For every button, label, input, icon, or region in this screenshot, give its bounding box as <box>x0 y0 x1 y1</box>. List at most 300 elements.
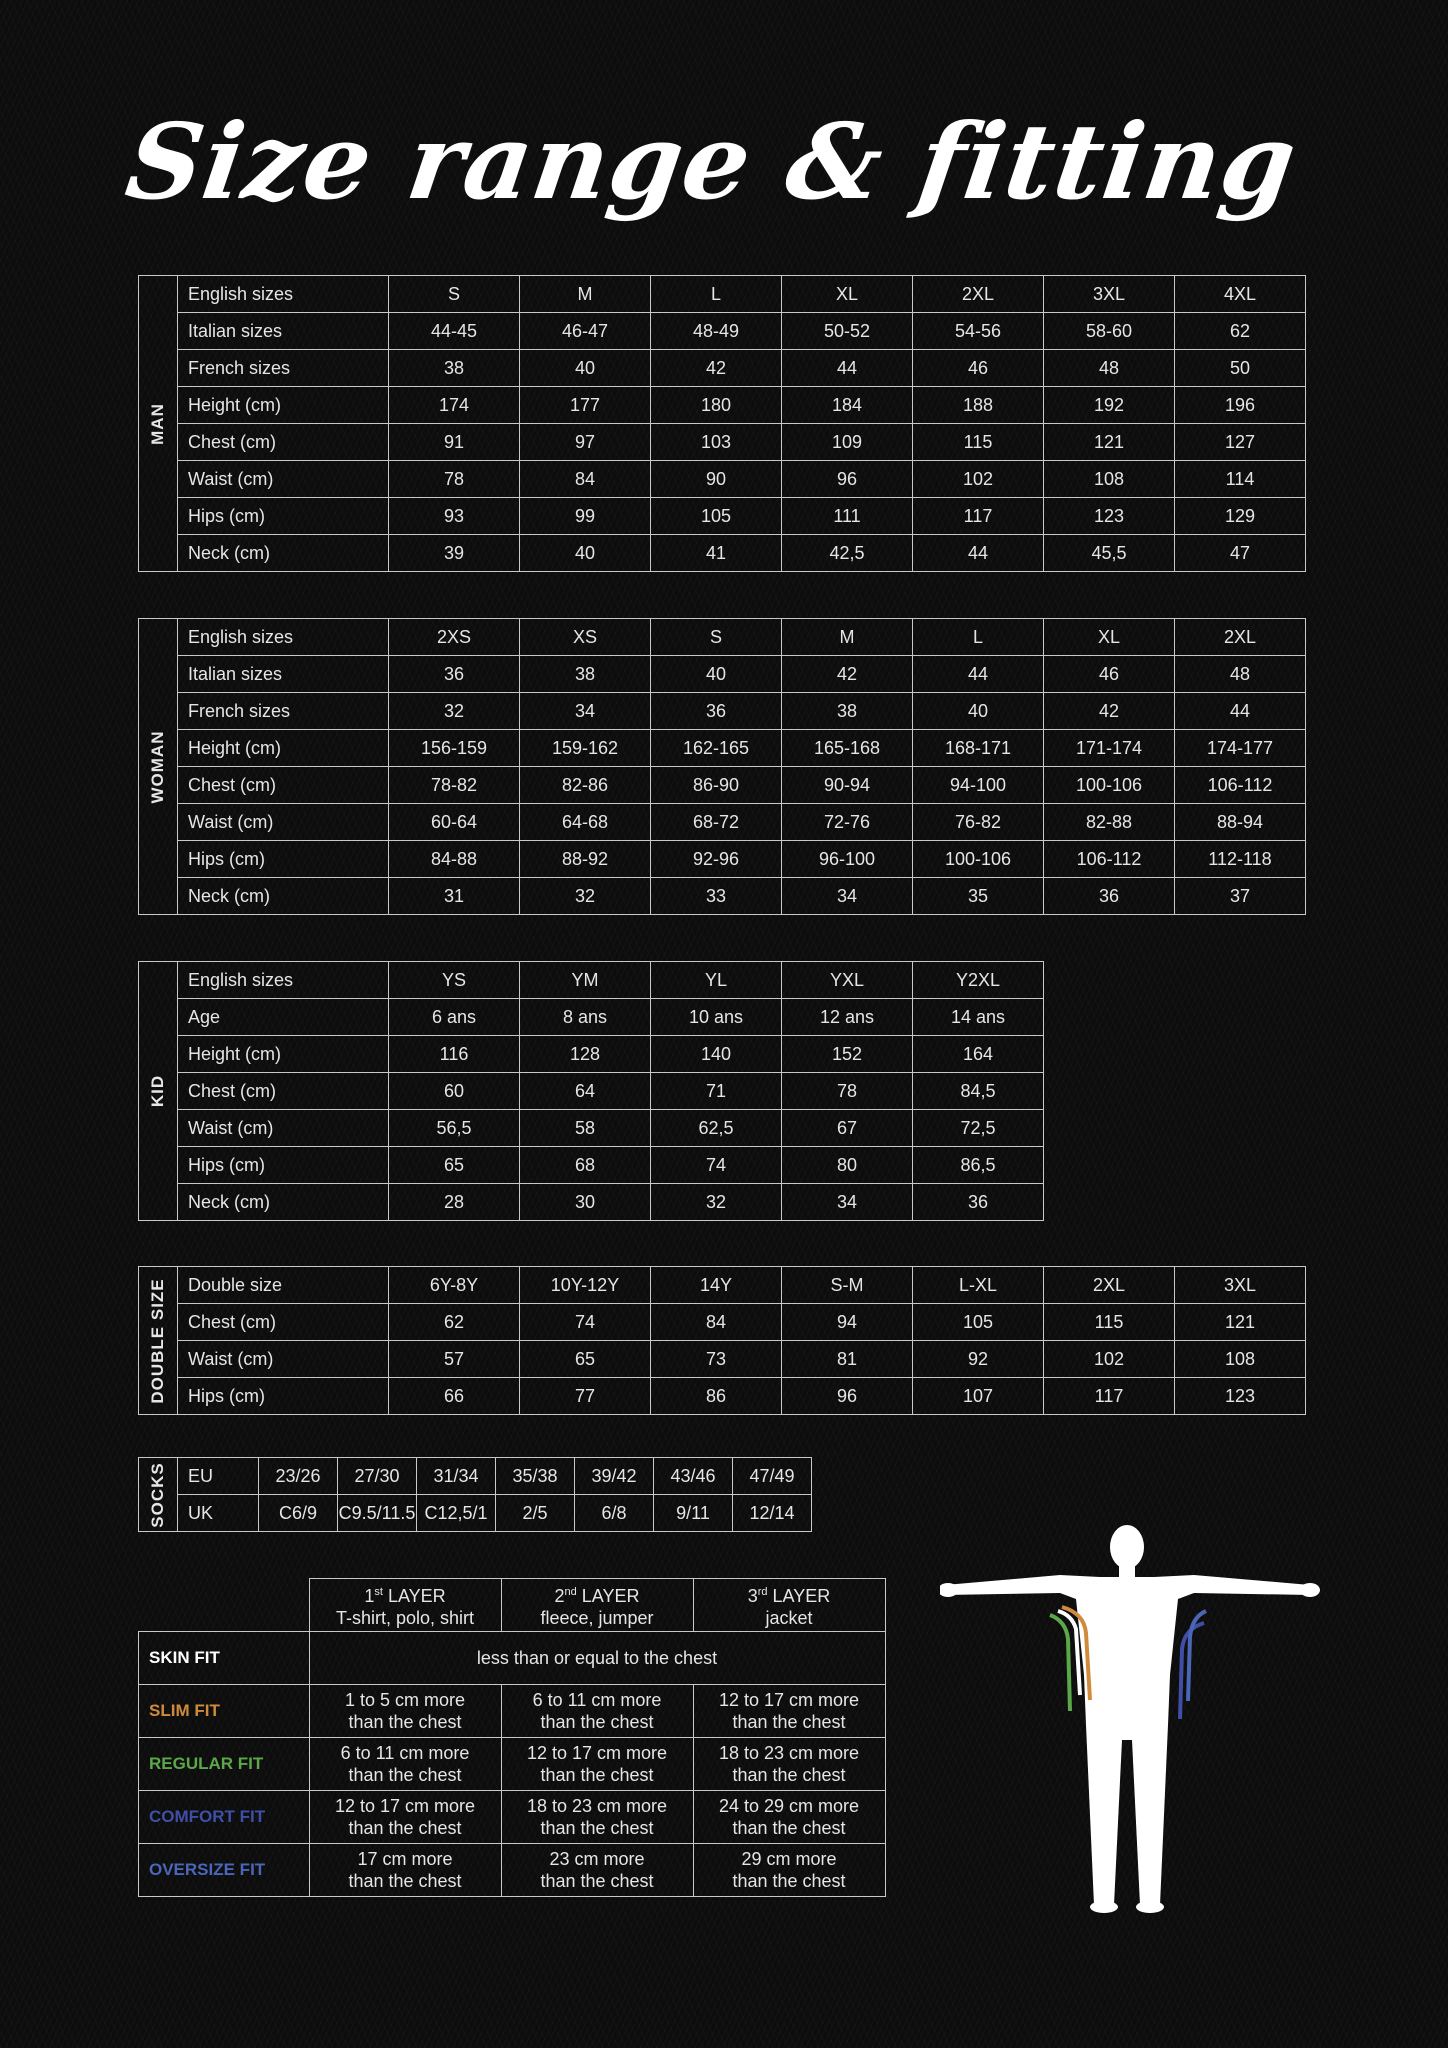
cell: 174 <box>389 387 520 424</box>
cell: 171-174 <box>1044 730 1175 767</box>
cell: 152 <box>782 1036 913 1073</box>
cell: 42 <box>651 350 782 387</box>
cell: 12 ans <box>782 999 913 1036</box>
row-label: UK <box>178 1495 259 1532</box>
table-row <box>139 276 1306 313</box>
cell: 40 <box>520 535 651 572</box>
row-label: Height (cm) <box>178 730 389 767</box>
cell: 114 <box>1175 461 1306 498</box>
cell: 48 <box>1044 350 1175 387</box>
table-row <box>139 1495 812 1532</box>
cell: 127 <box>1175 424 1306 461</box>
cell: 180 <box>651 387 782 424</box>
cell: 68 <box>520 1147 651 1184</box>
cell: 38 <box>389 350 520 387</box>
cell: 60 <box>389 1073 520 1110</box>
row-label: Age <box>178 999 389 1036</box>
cell: 30 <box>520 1184 651 1221</box>
cell: 37 <box>1175 878 1306 915</box>
comfort-fit-row <box>139 1791 886 1844</box>
cell: 6 ans <box>389 999 520 1036</box>
woman-label: WOMAN <box>148 730 167 803</box>
cell: 74 <box>651 1147 782 1184</box>
table-row <box>139 730 1306 767</box>
cell: 48-49 <box>651 313 782 350</box>
cell: 38 <box>782 693 913 730</box>
cell: 47/49 <box>733 1458 812 1495</box>
cell: 77 <box>520 1378 651 1415</box>
cell: 66 <box>389 1378 520 1415</box>
cell: 57 <box>389 1341 520 1378</box>
cell: 40 <box>913 693 1044 730</box>
table-row <box>139 461 1306 498</box>
socks-label: SOCKS <box>148 1461 167 1528</box>
cell: 40 <box>651 656 782 693</box>
cell: 128 <box>520 1036 651 1073</box>
regular-fit-marker <box>1050 1615 1070 1711</box>
cell: 84,5 <box>913 1073 1044 1110</box>
cell: 14Y <box>651 1267 782 1304</box>
cell: 123 <box>1175 1378 1306 1415</box>
cell: 105 <box>913 1304 1044 1341</box>
cell: 86,5 <box>913 1147 1044 1184</box>
row-label: Neck (cm) <box>178 878 389 915</box>
oversize-fit-row <box>139 1844 886 1897</box>
fit-cell: 6 to 11 cm more than the chest <box>309 1738 501 1791</box>
layer-2-header <box>501 1579 693 1632</box>
layer-2-title: 2nd LAYER <box>554 1586 640 1606</box>
cell: 33 <box>651 878 782 915</box>
slim-fit-row <box>139 1685 886 1738</box>
fit-cell: 6 to 11 cm more than the chest <box>501 1685 693 1738</box>
cell: 6Y-8Y <box>389 1267 520 1304</box>
cell: 82-86 <box>520 767 651 804</box>
cell: 39 <box>389 535 520 572</box>
fitting-table <box>138 1578 886 1897</box>
cell: 99 <box>520 498 651 535</box>
cell: 6/8 <box>575 1495 654 1532</box>
cell: 62 <box>389 1304 520 1341</box>
cell: 3XL <box>1175 1267 1306 1304</box>
cell: 34 <box>782 878 913 915</box>
slim-fit-label: SLIM FIT <box>139 1685 310 1738</box>
woman-side-label-cell <box>139 619 178 915</box>
cell: S-M <box>782 1267 913 1304</box>
cell: Y2XL <box>913 962 1044 999</box>
cell: 35 <box>913 878 1044 915</box>
cell: 117 <box>913 498 1044 535</box>
cell: 35/38 <box>496 1458 575 1495</box>
table-row <box>139 767 1306 804</box>
cell: 10 ans <box>651 999 782 1036</box>
skin-fit-text: less than or equal to the chest <box>309 1632 885 1685</box>
cell: 92-96 <box>651 841 782 878</box>
cell: M <box>520 276 651 313</box>
cell: 50 <box>1175 350 1306 387</box>
layer-3-title: 3rd LAYER <box>747 1586 831 1606</box>
cell: 39/42 <box>575 1458 654 1495</box>
fit-cell: 29 cm more than the chest <box>693 1844 885 1897</box>
table-row <box>139 424 1306 461</box>
cell: YS <box>389 962 520 999</box>
cell: 108 <box>1044 461 1175 498</box>
fit-cell: 17 cm more than the chest <box>309 1844 501 1897</box>
row-label: Neck (cm) <box>178 535 389 572</box>
row-label: Hips (cm) <box>178 498 389 535</box>
cell: 8 ans <box>520 999 651 1036</box>
cell: 36 <box>389 656 520 693</box>
cell: 115 <box>913 424 1044 461</box>
fit-cell: 12 to 17 cm more than the chest <box>501 1738 693 1791</box>
cell: M <box>782 619 913 656</box>
cell: 43/46 <box>654 1458 733 1495</box>
fit-cell: 23 cm more than the chest <box>501 1844 693 1897</box>
cell: 64-68 <box>520 804 651 841</box>
row-label: Italian sizes <box>178 656 389 693</box>
row-label: Waist (cm) <box>178 1110 389 1147</box>
cell: 14 ans <box>913 999 1044 1036</box>
table-row <box>139 1184 1044 1221</box>
cell: 71 <box>651 1073 782 1110</box>
cell: 42,5 <box>782 535 913 572</box>
man-size-table <box>138 275 1306 572</box>
table-row <box>139 1267 1306 1304</box>
table-row <box>139 313 1306 350</box>
woman-size-table <box>138 618 1306 915</box>
row-label: Chest (cm) <box>178 1073 389 1110</box>
cell: XS <box>520 619 651 656</box>
cell: 32 <box>651 1184 782 1221</box>
cell: 3XL <box>1044 276 1175 313</box>
cell: 121 <box>1044 424 1175 461</box>
man-label: MAN <box>148 402 167 445</box>
cell: 34 <box>520 693 651 730</box>
cell: 81 <box>782 1341 913 1378</box>
cell: 117 <box>1044 1378 1175 1415</box>
cell: 105 <box>651 498 782 535</box>
cell: C12,5/1 <box>417 1495 496 1532</box>
cell: 36 <box>1044 878 1175 915</box>
empty-corner-cell <box>139 1579 310 1632</box>
cell: 109 <box>782 424 913 461</box>
socks-side-label-cell <box>139 1458 178 1532</box>
cell: 72-76 <box>782 804 913 841</box>
cell: 62,5 <box>651 1110 782 1147</box>
kid-size-table <box>138 961 1044 1221</box>
cell: 42 <box>782 656 913 693</box>
cell: 72,5 <box>913 1110 1044 1147</box>
table-row <box>139 962 1044 999</box>
comfort-fit-label: COMFORT FIT <box>139 1791 310 1844</box>
fit-cell: 12 to 17 cm more than the chest <box>693 1685 885 1738</box>
cell: 159-162 <box>520 730 651 767</box>
cell: 42 <box>1044 693 1175 730</box>
socks-size-table <box>138 1457 812 1532</box>
cell: 28 <box>389 1184 520 1221</box>
row-label: Hips (cm) <box>178 1147 389 1184</box>
table-row <box>139 656 1306 693</box>
cell: 168-171 <box>913 730 1044 767</box>
cell: 112-118 <box>1175 841 1306 878</box>
cell: 97 <box>520 424 651 461</box>
row-label: Hips (cm) <box>178 1378 389 1415</box>
cell: 129 <box>1175 498 1306 535</box>
cell: 184 <box>782 387 913 424</box>
layer-3-header <box>693 1579 885 1632</box>
cell: 46 <box>1044 656 1175 693</box>
row-label: Waist (cm) <box>178 1341 389 1378</box>
cell: 27/30 <box>338 1458 417 1495</box>
cell: 64 <box>520 1073 651 1110</box>
cell: 48 <box>1175 656 1306 693</box>
cell: L-XL <box>913 1267 1044 1304</box>
cell: 2XL <box>913 276 1044 313</box>
comfort-fit-marker <box>1180 1623 1204 1719</box>
cell: 115 <box>1044 1304 1175 1341</box>
cell: 140 <box>651 1036 782 1073</box>
table-row <box>139 387 1306 424</box>
row-label: Waist (cm) <box>178 804 389 841</box>
cell: 32 <box>389 693 520 730</box>
table-row <box>139 498 1306 535</box>
cell: L <box>651 276 782 313</box>
cell: 164 <box>913 1036 1044 1073</box>
cell: 4XL <box>1175 276 1306 313</box>
cell: 96 <box>782 461 913 498</box>
cell: 196 <box>1175 387 1306 424</box>
cell: 121 <box>1175 1304 1306 1341</box>
table-row <box>139 841 1306 878</box>
cell: 100-106 <box>913 841 1044 878</box>
cell: 47 <box>1175 535 1306 572</box>
row-label: Chest (cm) <box>178 767 389 804</box>
layer-1-desc: T-shirt, polo, shirt <box>335 1608 475 1628</box>
row-label: Double size <box>178 1267 389 1304</box>
cell: YL <box>651 962 782 999</box>
page-title: Size range & fitting <box>119 100 1304 223</box>
cell: 94 <box>782 1304 913 1341</box>
table-row <box>139 999 1044 1036</box>
oversize-fit-label: OVERSIZE FIT <box>139 1844 310 1897</box>
cell: 58 <box>520 1110 651 1147</box>
cell: 93 <box>389 498 520 535</box>
cell: 88-94 <box>1175 804 1306 841</box>
row-label: English sizes <box>178 276 389 313</box>
cell: 78 <box>389 461 520 498</box>
table-row <box>139 804 1306 841</box>
cell: 38 <box>520 656 651 693</box>
cell: C6/9 <box>259 1495 338 1532</box>
cell: 102 <box>1044 1341 1175 1378</box>
layer-1-title: 1st LAYER <box>364 1586 446 1606</box>
cell: 62 <box>1175 313 1306 350</box>
layer-1-header <box>309 1579 501 1632</box>
cell: 32 <box>520 878 651 915</box>
row-label: Chest (cm) <box>178 424 389 461</box>
fit-cell: 12 to 17 cm more than the chest <box>309 1791 501 1844</box>
cell: XL <box>782 276 913 313</box>
cell: 80 <box>782 1147 913 1184</box>
cell: 74 <box>520 1304 651 1341</box>
double-size-table <box>138 1266 1306 1415</box>
cell: 84-88 <box>389 841 520 878</box>
double-size-label: DOUBLE SIZE <box>148 1277 167 1404</box>
fit-cell: 18 to 23 cm more than the chest <box>501 1791 693 1844</box>
cell: 174-177 <box>1175 730 1306 767</box>
cell: YXL <box>782 962 913 999</box>
row-label: French sizes <box>178 350 389 387</box>
cell: 156-159 <box>389 730 520 767</box>
cell: 54-56 <box>913 313 1044 350</box>
row-label: Height (cm) <box>178 387 389 424</box>
cell: XL <box>1044 619 1175 656</box>
table-row <box>139 1378 1306 1415</box>
cell: S <box>389 276 520 313</box>
cell: 96-100 <box>782 841 913 878</box>
cell: 82-88 <box>1044 804 1175 841</box>
cell: 68-72 <box>651 804 782 841</box>
cell: 92 <box>913 1341 1044 1378</box>
cell: 44 <box>782 350 913 387</box>
cell: 73 <box>651 1341 782 1378</box>
cell: 107 <box>913 1378 1044 1415</box>
row-label: Waist (cm) <box>178 461 389 498</box>
cell: L <box>913 619 1044 656</box>
cell: 177 <box>520 387 651 424</box>
cell: 44 <box>1175 693 1306 730</box>
cell: 116 <box>389 1036 520 1073</box>
row-label: Chest (cm) <box>178 1304 389 1341</box>
table-row <box>139 1110 1044 1147</box>
cell: 46-47 <box>520 313 651 350</box>
cell: 46 <box>913 350 1044 387</box>
cell: 90-94 <box>782 767 913 804</box>
skin-fit-row <box>139 1632 886 1685</box>
cell: 23/26 <box>259 1458 338 1495</box>
cell: 102 <box>913 461 1044 498</box>
cell: 94-100 <box>913 767 1044 804</box>
cell: 165-168 <box>782 730 913 767</box>
cell: 192 <box>1044 387 1175 424</box>
cell: 50-52 <box>782 313 913 350</box>
table-row <box>139 878 1306 915</box>
table-row <box>139 1304 1306 1341</box>
cell: 86-90 <box>651 767 782 804</box>
cell: 40 <box>520 350 651 387</box>
cell: 9/11 <box>654 1495 733 1532</box>
cell: 123 <box>1044 498 1175 535</box>
cell: 44-45 <box>389 313 520 350</box>
man-side-label-cell <box>139 276 178 572</box>
cell: 34 <box>782 1184 913 1221</box>
skin-fit-label: SKIN FIT <box>139 1632 310 1685</box>
table-row <box>139 1458 812 1495</box>
cell: 2/5 <box>496 1495 575 1532</box>
cell: 78-82 <box>389 767 520 804</box>
kid-label: KID <box>148 1074 167 1108</box>
cell: 108 <box>1175 1341 1306 1378</box>
regular-fit-label: REGULAR FIT <box>139 1738 310 1791</box>
table-row <box>139 1073 1044 1110</box>
cell: 44 <box>913 656 1044 693</box>
cell: 78 <box>782 1073 913 1110</box>
cell: 2XL <box>1044 1267 1175 1304</box>
cell: 44 <box>913 535 1044 572</box>
row-label: Neck (cm) <box>178 1184 389 1221</box>
silhouette-figure <box>940 1525 1320 1913</box>
cell: C9.5/11.5 <box>338 1495 417 1532</box>
row-label: EU <box>178 1458 259 1495</box>
layer-2-desc: fleece, jumper <box>540 1608 654 1628</box>
cell: 76-82 <box>913 804 1044 841</box>
cell: 106-112 <box>1175 767 1306 804</box>
cell: 31 <box>389 878 520 915</box>
cell: 88-92 <box>520 841 651 878</box>
table-row <box>139 1036 1044 1073</box>
cell: 65 <box>389 1147 520 1184</box>
table-row <box>139 535 1306 572</box>
layer-header-row <box>139 1579 886 1632</box>
cell: 2XS <box>389 619 520 656</box>
cell: 100-106 <box>1044 767 1175 804</box>
row-label: English sizes <box>178 962 389 999</box>
row-label: French sizes <box>178 693 389 730</box>
cell: 111 <box>782 498 913 535</box>
table-row <box>139 1147 1044 1184</box>
cell: 96 <box>782 1378 913 1415</box>
cell: 162-165 <box>651 730 782 767</box>
cell: 84 <box>520 461 651 498</box>
cell: 58-60 <box>1044 313 1175 350</box>
table-row <box>139 693 1306 730</box>
row-label: Hips (cm) <box>178 841 389 878</box>
cell: 106-112 <box>1044 841 1175 878</box>
cell: 31/34 <box>417 1458 496 1495</box>
cell: 86 <box>651 1378 782 1415</box>
cell: YM <box>520 962 651 999</box>
row-label: Italian sizes <box>178 313 389 350</box>
fit-cell: 24 to 29 cm more than the chest <box>693 1791 885 1844</box>
cell: 65 <box>520 1341 651 1378</box>
cell: 188 <box>913 387 1044 424</box>
cell: 103 <box>651 424 782 461</box>
cell: 90 <box>651 461 782 498</box>
cell: 12/14 <box>733 1495 812 1532</box>
cell: 56,5 <box>389 1110 520 1147</box>
double-side-label-cell <box>139 1267 178 1415</box>
cell: 36 <box>651 693 782 730</box>
regular-fit-row <box>139 1738 886 1791</box>
fit-cell: 18 to 23 cm more than the chest <box>693 1738 885 1791</box>
cell: S <box>651 619 782 656</box>
cell: 45,5 <box>1044 535 1175 572</box>
cell: 60-64 <box>389 804 520 841</box>
layer-3-desc: jacket <box>765 1608 813 1628</box>
cell: 67 <box>782 1110 913 1147</box>
cell: 36 <box>913 1184 1044 1221</box>
cell: 41 <box>651 535 782 572</box>
cell: 2XL <box>1175 619 1306 656</box>
body-silhouette-illustration <box>940 1525 1320 1915</box>
row-label: Height (cm) <box>178 1036 389 1073</box>
table-row <box>139 1341 1306 1378</box>
table-row <box>139 619 1306 656</box>
table-row <box>139 350 1306 387</box>
cell: 91 <box>389 424 520 461</box>
kid-side-label-cell <box>139 962 178 1221</box>
cell: 84 <box>651 1304 782 1341</box>
fit-cell: 1 to 5 cm more than the chest <box>309 1685 501 1738</box>
